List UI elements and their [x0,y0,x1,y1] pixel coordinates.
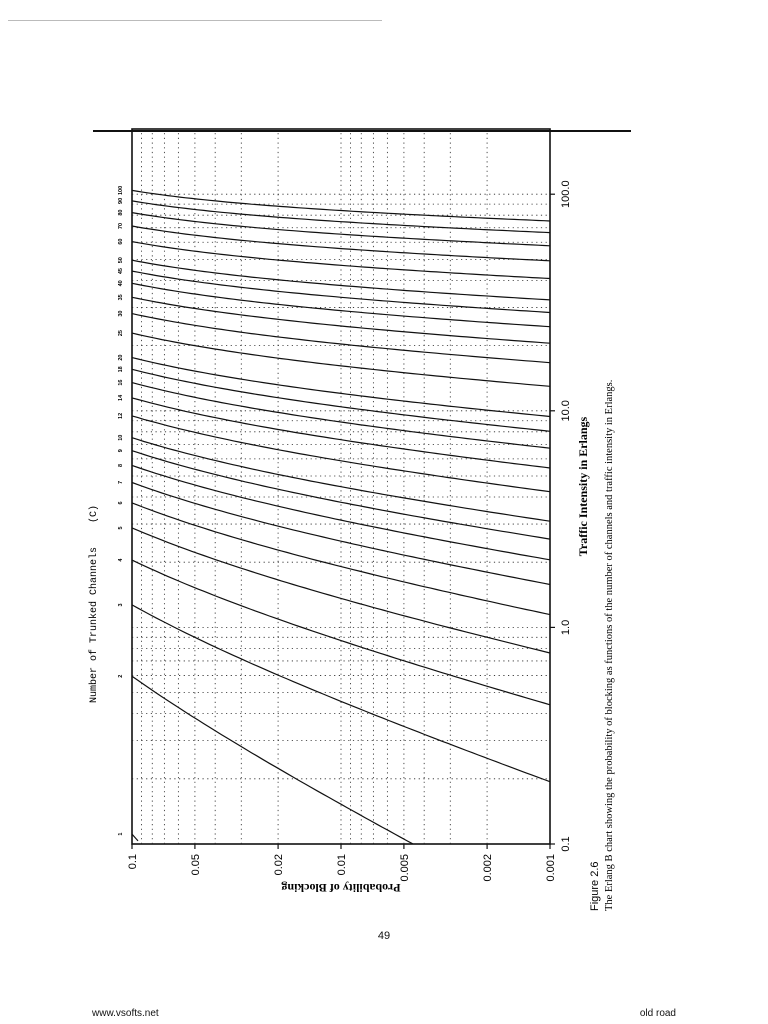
y-tick-label: 0.05 [189,854,202,876]
channel-label: 7 [118,480,124,485]
channel-label: 90 [118,197,124,204]
curve-c-5 [132,528,550,653]
channel-axis-label: Number of Trunked Channels (C) [89,504,100,704]
channel-label: 70 [118,222,124,230]
channel-label: 25 [118,330,124,337]
channel-label: 9 [118,449,124,453]
channel-label: 4 [118,558,124,562]
channel-label: 2 [118,674,124,678]
curve-c-2 [132,676,413,844]
y-tick-label: 0.001 [545,854,557,882]
channel-label: 12 [118,412,124,419]
y-tick-label: 0.01 [336,854,348,876]
channel-label: 6 [118,501,124,505]
x-tick-label: 100.0 [560,180,572,208]
channel-label: 40 [118,280,124,287]
channel-label: 3 [118,603,124,607]
curve-c-45 [132,271,550,312]
channel-label: 20 [118,354,124,361]
page-number: 49 [377,930,391,942]
curve-c-10 [132,438,550,522]
channel-label: 30 [118,310,124,317]
y-tick-label: 0.002 [482,854,495,882]
y-tick-label: 0.02 [273,854,286,876]
x-axis-label: Traffic Intensity in Erlangs [576,416,590,557]
channel-label: 10 [118,434,124,441]
figure-caption: The Erlang B chart showing the probability of blocking as functions of the number of channels and traffic intensity in Erlangs. [604,379,615,911]
y-tick-label: 0.005 [398,854,411,882]
figure-number: Figure 2.6 [589,861,601,911]
channel-label: 60 [118,238,124,245]
x-tick-label: 0.1 [560,836,572,852]
channel-label: 8 [118,463,124,467]
channel-label: 5 [118,526,124,530]
footer-note: old road [639,1008,676,1019]
y-tick-label: 0.1 [127,854,139,870]
channel-label: 35 [118,294,124,301]
channel-label: 50 [118,257,124,264]
curve-c-1 [132,834,138,841]
curve-c-8 [132,465,550,559]
channel-label: 80 [118,209,124,216]
channel-label: 16 [118,379,124,386]
channel-labels [118,186,124,836]
x-tick-label: 10.0 [560,400,572,422]
y-axis-label: Probability of Blocking [281,881,401,895]
channel-label: 1 [118,832,124,836]
channel-label: 45 [118,268,124,275]
x-tick-label: 1.0 [560,619,572,636]
channel-label: 14 [118,394,124,401]
curve-c-40 [132,283,550,326]
footer-site: www.vsofts.net [92,1008,159,1019]
channel-label: 100 [118,185,124,195]
channel-label: 18 [118,366,124,373]
